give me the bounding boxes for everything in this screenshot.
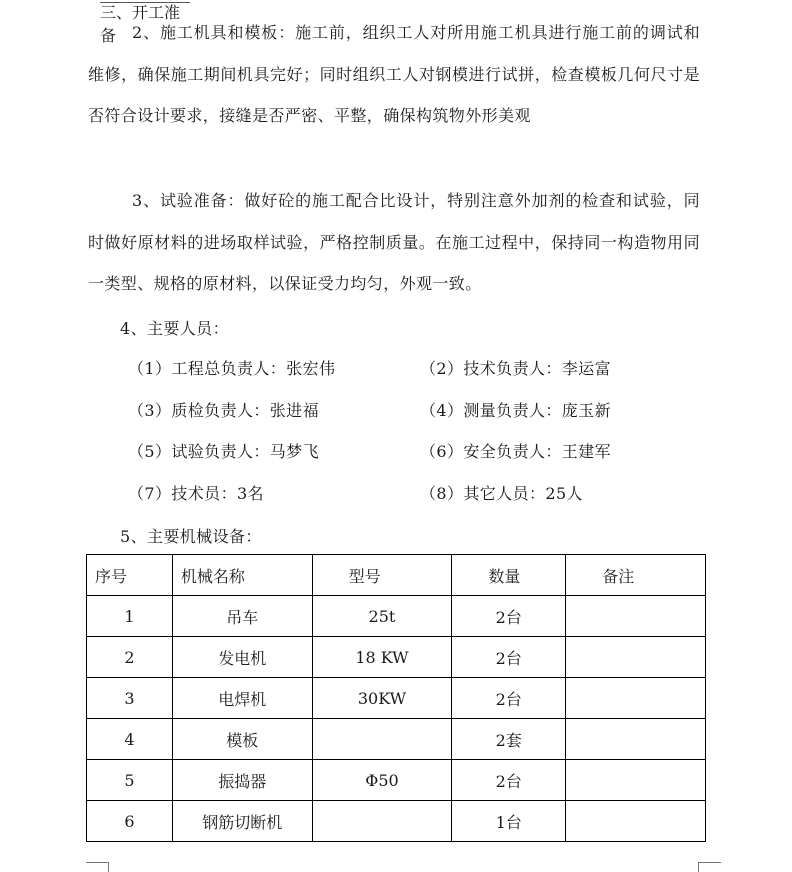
header-quantity: 数量: [452, 555, 566, 596]
table-header-row: [87, 555, 706, 596]
staff-item: （6）安全负责人：王建军: [420, 442, 611, 461]
table-row: 1 吊车 25t 2台: [87, 596, 706, 637]
staff-item: （2）技术负责人：李运富: [420, 359, 611, 378]
heading-main-equipment: 5、主要机械设备：: [120, 527, 262, 546]
staff-item: （7）技术员：3名: [128, 484, 264, 503]
staff-item: （1）工程总负责人：张宏伟: [128, 359, 336, 378]
header-remarks: 备注: [566, 555, 706, 596]
table-row: 3 电焊机 30KW 2台: [87, 678, 706, 719]
header-model: 型号: [312, 555, 452, 596]
header-machine-name: 机械名称: [172, 555, 312, 596]
staff-item: （4）测量负责人：庞玉新: [420, 401, 611, 420]
page-corner-mark-left: [86, 862, 109, 872]
paragraph-tools-and-formwork: 2、施工机具和模板：施工前，组织工人对所用施工机具进行施工前的调试和维修，确保施工期间机具完好；同时组织工人对钢模进行试拼，检查模板几何尺寸是否符合设计要求，接缝是否严密、平整，确保构筑物外形美观: [88, 23, 700, 125]
heading-main-personnel: 4、主要人员：: [120, 319, 229, 338]
paragraph-test-preparation: 3、试验准备：做好砼的施工配合比设计，特别注意外加剂的检查和试验，同时做好原材料的进场取样试验，严格控制质量。在施工过程中，保持同一构造物用同一类型、规格的原材料，以保证受力均匀，外观一致。: [88, 191, 700, 293]
table-row: 6 钢筋切断机 1台: [87, 801, 706, 842]
table-row: 2 发电机 18 KW 2台: [87, 637, 706, 678]
staff-item: （5）试验负责人：马梦飞: [128, 442, 319, 461]
table-row: 5 振捣器 Φ50 2台: [87, 760, 706, 801]
header-index: 序号: [87, 555, 173, 596]
table-row: 4 模板 2套: [87, 719, 706, 760]
staff-item: （8）其它人员：25人: [420, 484, 583, 503]
equipment-table: [86, 554, 706, 842]
page-corner-mark-right: [698, 862, 721, 872]
staff-item: （3）质检负责人：张进福: [128, 401, 319, 420]
cut-off-heading: 三、开工准备: [100, 0, 190, 3]
